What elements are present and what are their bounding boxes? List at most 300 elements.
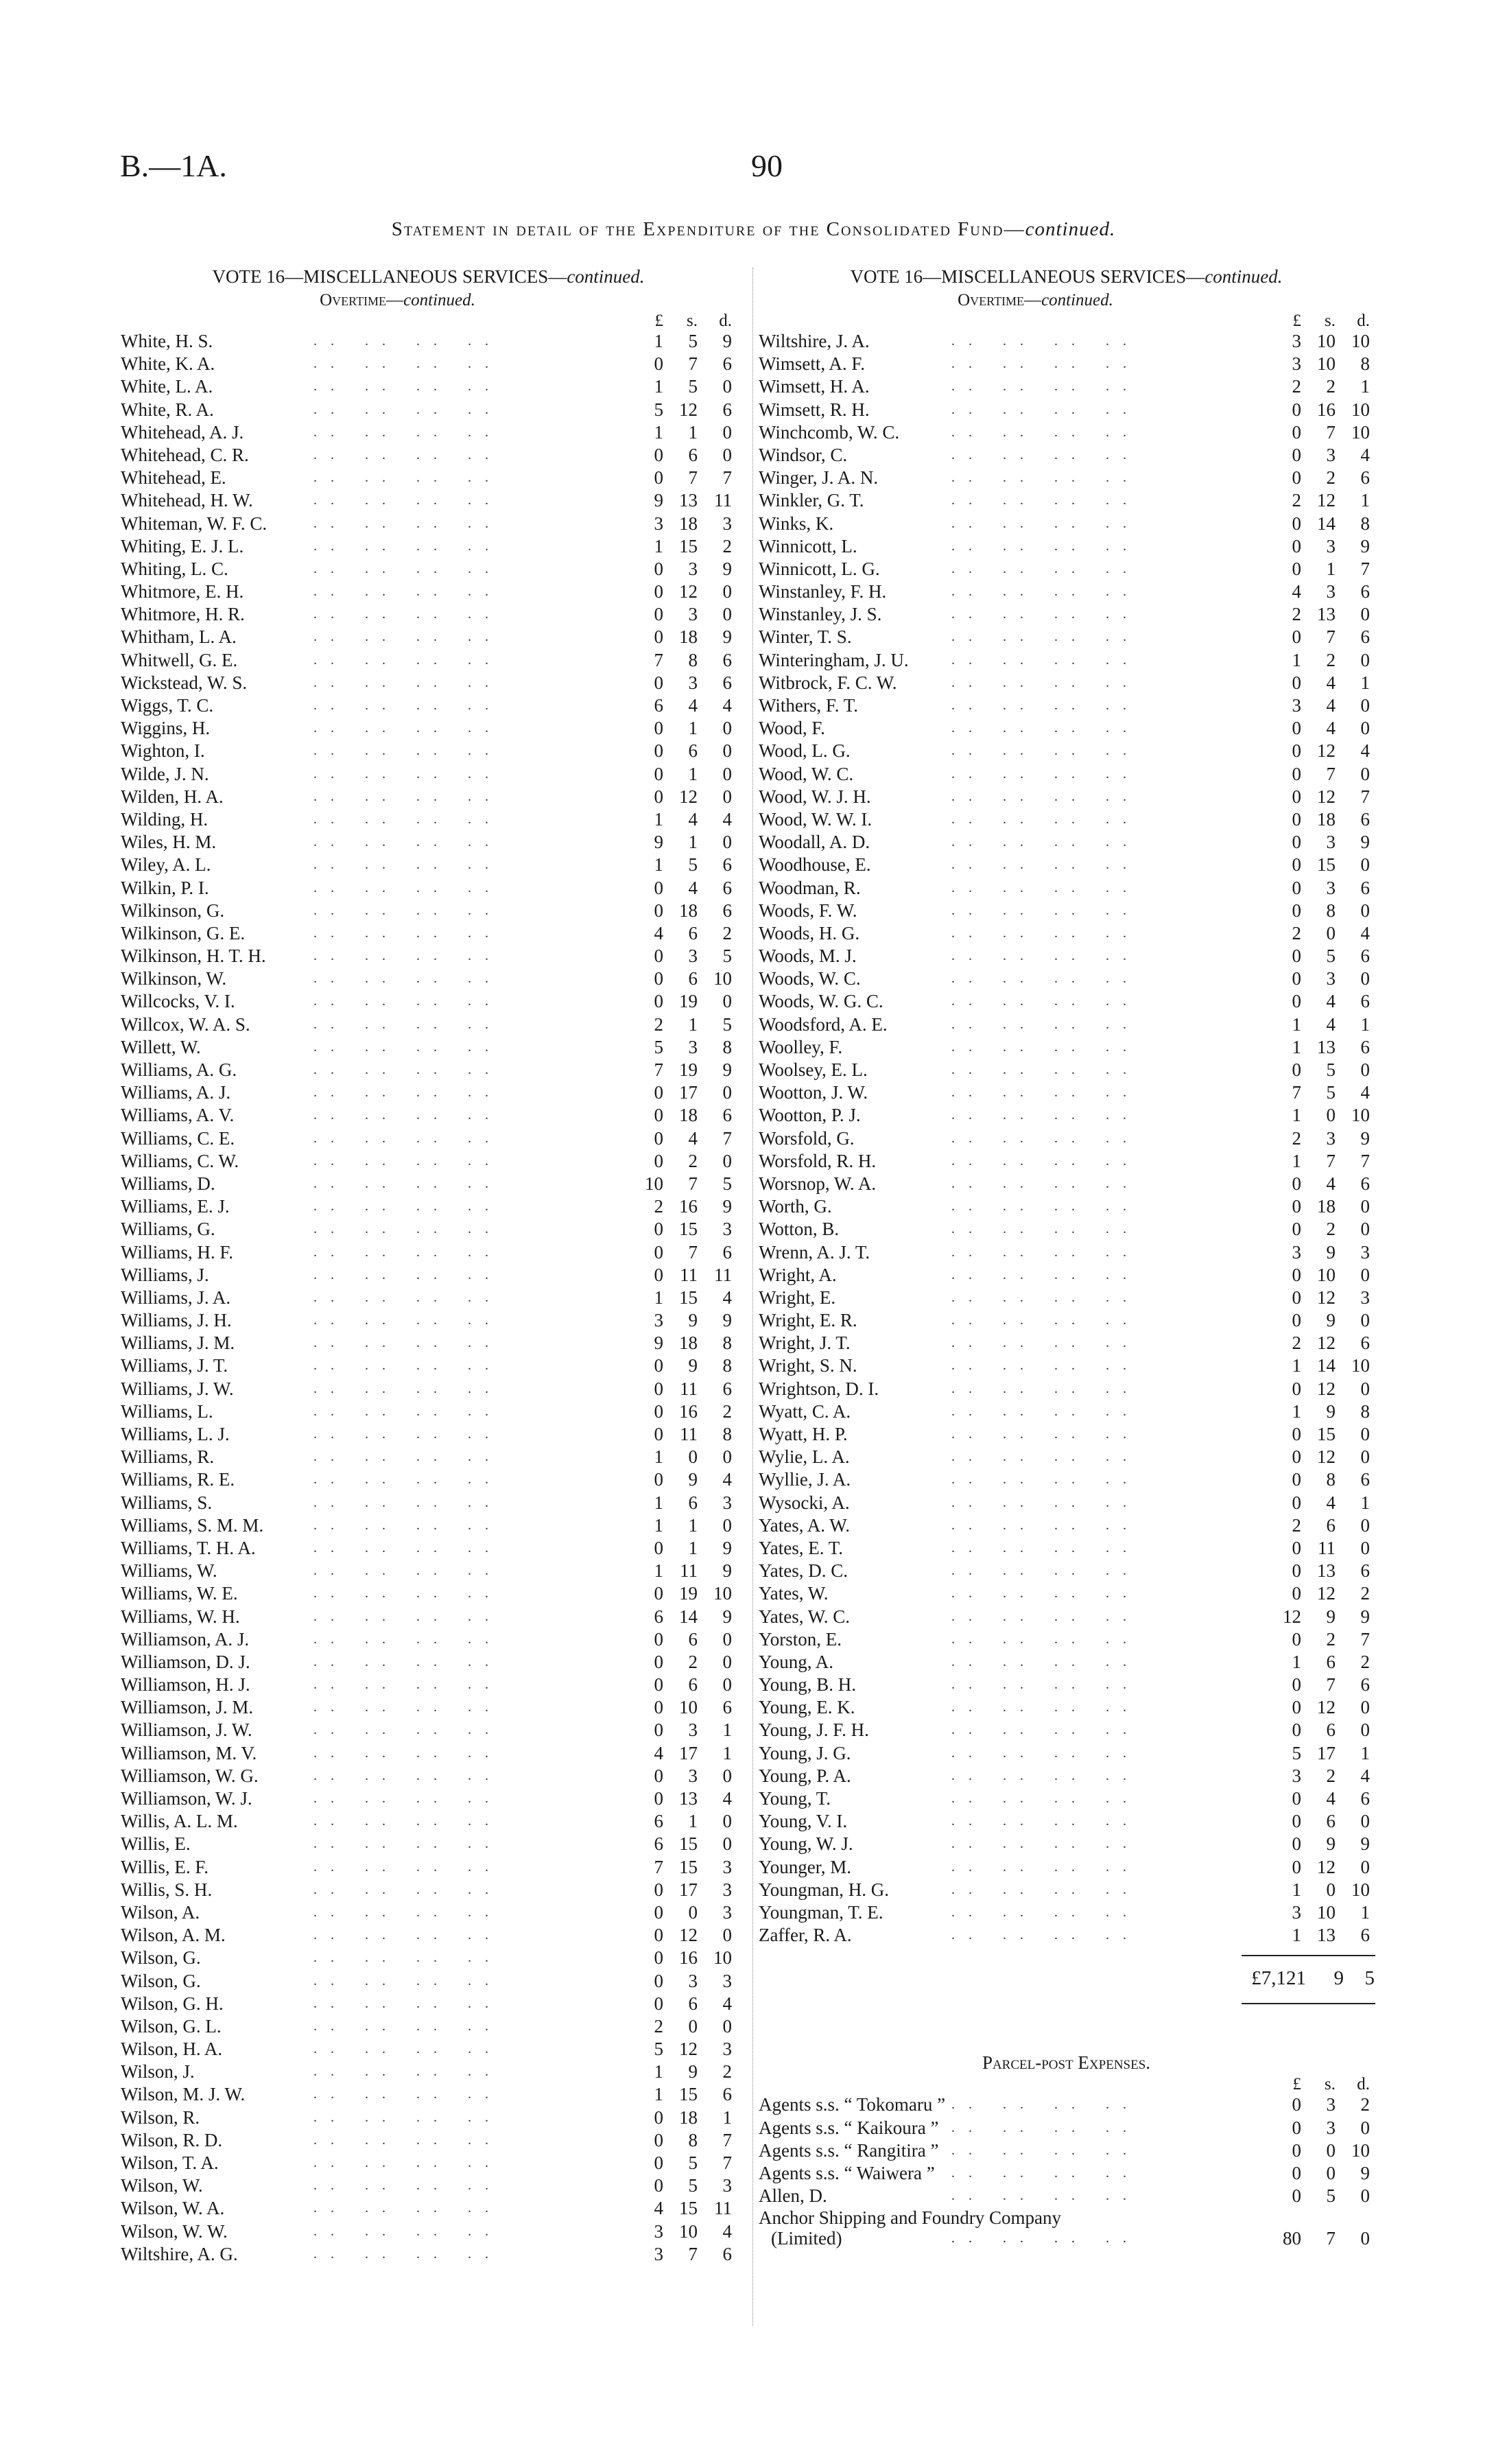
payee-name: Williams, R. E. [121, 1469, 235, 1490]
leader-dots: .. .. .. .. [313, 948, 502, 964]
amount-pence: 5 [722, 1013, 732, 1035]
list-item [756, 1765, 1377, 1787]
payee-name: Wilson, R. [121, 2107, 200, 2128]
amount-shillings: 3 [1326, 877, 1336, 898]
payee-name: Williams, C. W. [121, 1150, 239, 1171]
payee-name: Youngman, H. G. [759, 1879, 890, 1900]
amount-pounds: 0 [654, 763, 663, 784]
leader-dots: .. .. .. .. [313, 2178, 502, 2194]
list-item [118, 1924, 739, 1947]
amount-pounds: 80 [1283, 2228, 1301, 2249]
amount-pence: 1 [1360, 1901, 1370, 1923]
leader-dots: .. .. .. .. [951, 561, 1140, 576]
payee-name: White, L. A. [121, 376, 213, 397]
amount-shillings: 7 [688, 467, 698, 489]
amount-pence: 0 [722, 1446, 732, 1468]
amount-shillings: 6 [1326, 1720, 1336, 1741]
amount-shillings: 6 [688, 1993, 698, 2014]
list-item [756, 1582, 1377, 1605]
amount-pounds: 2 [654, 1196, 663, 1217]
payee-name: Yates, E. T. [759, 1537, 844, 1558]
amount-pence: 9 [1360, 1606, 1370, 1627]
amount-pounds: 6 [654, 1606, 663, 1627]
amount-pence: 4 [1360, 444, 1370, 465]
amount-shillings: 5 [1326, 946, 1336, 967]
list-item [756, 1468, 1377, 1491]
list-item [118, 353, 739, 375]
amount-pounds: 7 [654, 1059, 663, 1080]
amount-shillings: 5 [688, 2175, 698, 2196]
amount-shillings: 3 [1326, 968, 1336, 989]
amount-pounds: 5 [1292, 1742, 1301, 1763]
leader-dots: .. .. .. .. [951, 2142, 1140, 2158]
list-item [118, 1901, 739, 1924]
payee-name: Wright, S. N. [759, 1355, 857, 1376]
leader-dots: .. .. .. .. [951, 834, 1140, 850]
amount-pence: 9 [722, 558, 732, 579]
leader-dots: .. .. .. .. [951, 1244, 1140, 1260]
payee-name: Wysocki, A. [759, 1492, 850, 1513]
amount-pence: 0 [722, 1811, 732, 1832]
amount-pence: 4 [1360, 740, 1370, 762]
list-item [118, 1150, 739, 1173]
payee-name: Willcox, W. A. S. [121, 1013, 250, 1035]
leader-dots: .. .. .. .. [951, 1313, 1140, 1328]
leader-dots: .. .. .. .. [313, 811, 502, 827]
amount-pounds: 0 [654, 1241, 663, 1263]
list-item [118, 1468, 739, 1491]
amount-pounds: 0 [654, 1264, 663, 1285]
amount-pounds: 0 [1292, 1720, 1301, 1741]
amount-pounds: 0 [654, 467, 663, 489]
list-item [756, 740, 1377, 762]
amount-pounds: 0 [1292, 1310, 1301, 1331]
list-item [118, 1400, 739, 1423]
list-item [756, 786, 1377, 808]
list-item [756, 900, 1377, 922]
payee-name: Wright, J. T. [759, 1333, 851, 1354]
payee-name: Wood, W. J. H. [759, 786, 871, 807]
list-item [118, 2015, 739, 2038]
amount-shillings: 7 [1326, 1674, 1336, 1696]
amount-pounds: 0 [654, 1993, 663, 2014]
amount-pounds: 0 [654, 1970, 663, 1991]
payee-name: Youngman, T. E. [759, 1901, 883, 1923]
amount-pence: 9 [1360, 2162, 1370, 2183]
leader-dots: .. .. .. .. [313, 2201, 502, 2216]
list-item [756, 649, 1377, 672]
amount-pence: 9 [722, 1196, 732, 1217]
list-item [756, 1606, 1377, 1628]
list-item [756, 1332, 1377, 1354]
payee-name: Woolsey, E. L. [759, 1059, 868, 1080]
list-item [756, 2139, 1377, 2162]
list-item [118, 763, 739, 786]
amount-shillings: 12 [1317, 1287, 1336, 1308]
leader-dots: .. .. .. .. [951, 1881, 1140, 1897]
amount-pounds: 0 [1292, 399, 1301, 420]
amount-pounds: 0 [1292, 626, 1301, 648]
amount-pounds: 0 [1292, 1219, 1301, 1240]
amount-pence: 0 [1360, 2185, 1370, 2207]
amount-pence: 7 [722, 2129, 732, 2150]
expenditure-list [118, 330, 739, 2266]
payee-name: Willis, A. L. M. [121, 1811, 238, 1832]
amount-shillings: 3 [688, 672, 698, 693]
list-item [756, 1423, 1377, 1446]
list-item [756, 2162, 1377, 2185]
amount-pence: 8 [1360, 1400, 1370, 1422]
amount-pence: 6 [722, 1241, 732, 1263]
payee-name: Wood, W. C. [759, 763, 854, 784]
amount-shillings: 2 [1326, 467, 1336, 489]
amount-pence: 10 [713, 1947, 732, 1969]
amount-pounds: 3 [1292, 1241, 1301, 1263]
payee-name: Wimsett, R. H. [759, 399, 870, 420]
amount-pounds: 0 [654, 1947, 663, 1969]
list-item [756, 1696, 1377, 1719]
list-item [756, 694, 1377, 717]
amount-pounds: 0 [654, 877, 663, 898]
payee-name: Willis, E. F. [121, 1856, 209, 1877]
list-item [118, 535, 739, 558]
amount-pence: 6 [722, 1105, 732, 1126]
amount-pounds: 0 [1292, 1537, 1301, 1558]
left-column [118, 264, 739, 2266]
leader-dots: .. .. .. .. [951, 493, 1140, 508]
payee-name: Wimsett, H. A. [759, 376, 870, 397]
amount-pence: 2 [722, 1400, 732, 1422]
amount-pence: 2 [722, 2061, 732, 2082]
list-item [118, 1742, 739, 1765]
amount-shillings: 5 [1326, 2185, 1336, 2207]
amount-shillings: 17 [679, 1082, 698, 1103]
leader-dots: .. .. .. .. [313, 1107, 502, 1123]
leader-dots: .. .. .. .. [951, 788, 1140, 804]
payee-name: Woodhouse, E. [759, 854, 871, 876]
total-rule-top [1242, 1955, 1375, 1956]
amount-shillings: 10 [1317, 331, 1336, 351]
amount-pence: 3 [722, 1856, 732, 1877]
payee-name: Wrenn, A. J. T. [759, 1241, 870, 1263]
amount-shillings: 13 [1317, 1036, 1336, 1057]
list-item [118, 1765, 739, 1787]
leader-dots: .. .. .. .. [313, 2041, 502, 2057]
amount-shillings: 4 [1326, 1013, 1336, 1035]
amount-pence: 6 [1360, 1469, 1370, 1490]
leader-dots: .. .. .. .. [951, 652, 1140, 668]
amount-shillings: 4 [1326, 1173, 1336, 1194]
amount-pence: 6 [1360, 1788, 1370, 1809]
amount-shillings: 17 [679, 1742, 698, 1763]
parcel-post-title: Parcel-post Expenses. [982, 2052, 1151, 2074]
amount-pounds: 2 [1292, 376, 1301, 397]
payee-name: Whitehead, E. [121, 467, 226, 489]
list-item [118, 1696, 739, 1719]
amount-pounds: 5 [654, 2039, 663, 2060]
amount-shillings: 6 [688, 1492, 698, 1513]
amount-shillings: 0 [1326, 922, 1336, 943]
payee-name: Williamson, D. J. [121, 1651, 250, 1672]
list-item [118, 513, 739, 535]
amount-pounds: 0 [654, 1674, 663, 1696]
amount-pounds: 0 [1292, 2139, 1301, 2161]
leader-dots: .. .. .. .. [313, 1950, 502, 1966]
amount-shillings: 7 [1326, 763, 1336, 784]
leader-dots: .. .. .. .. [313, 1199, 502, 1215]
amount-shillings: 9 [688, 1355, 698, 1376]
payee-name: Wilkin, P. I. [121, 877, 209, 898]
list-item [118, 603, 739, 626]
payee-name: Worsfold, R. H. [759, 1150, 877, 1171]
amount-shillings: 15 [679, 2084, 698, 2105]
amount-pence: 6 [722, 1378, 732, 1399]
list-item [756, 467, 1377, 489]
amount-pounds: 1 [654, 1287, 663, 1308]
amount-pounds: 1 [1292, 1651, 1301, 1672]
list-item [118, 2152, 739, 2174]
amount-shillings: 8 [688, 2129, 698, 2150]
payee-name: Whitham, L. A. [121, 626, 237, 648]
amount-pounds: 0 [654, 1400, 663, 1422]
leader-dots: .. .. .. .. [951, 1631, 1140, 1647]
amount-pence: 11 [714, 1264, 732, 1285]
amount-pence: 0 [722, 581, 732, 602]
amount-pounds: 1 [1292, 649, 1301, 670]
amount-shillings: 12 [1317, 490, 1336, 511]
amount-pence: 5 [722, 946, 732, 967]
amount-pounds: 0 [1292, 1583, 1301, 1604]
amount-shillings: 10 [1317, 353, 1336, 375]
amount-shillings: 0 [688, 1901, 698, 1923]
list-item [756, 1674, 1377, 1696]
amount-shillings: 14 [1317, 513, 1336, 534]
list-item [118, 2061, 739, 2083]
leader-dots: .. .. .. .. [313, 1427, 502, 1442]
payee-name: Wilson, A. M. [121, 1925, 226, 1946]
amount-pounds: 3 [654, 2220, 663, 2242]
amount-pence: 0 [1360, 1219, 1370, 1240]
payee-name: Witbrock, F. C. W. [759, 672, 897, 693]
list-item [756, 1059, 1377, 1081]
amount-shillings: 3 [688, 1765, 698, 1786]
amount-pence: 6 [1360, 1674, 1370, 1696]
leader-dots: .. .. .. .. [313, 1654, 502, 1669]
leader-dots: .. .. .. .. [313, 1403, 502, 1419]
amount-pence: 0 [722, 1150, 732, 1171]
list-item [118, 1582, 739, 1605]
amount-pounds: 0 [654, 1219, 663, 1240]
amount-pounds: 0 [654, 991, 663, 1012]
leader-dots: .. .. .. .. [313, 925, 502, 941]
leader-dots: .. .. .. .. [313, 447, 502, 462]
leader-dots: .. .. .. .. [313, 1540, 502, 1556]
amount-pounds: 0 [654, 1697, 663, 1718]
list-item [756, 1514, 1377, 1537]
list-item [756, 763, 1377, 786]
leader-dots: .. .. .. .. [951, 356, 1140, 372]
list-item [118, 877, 739, 900]
payee-name: Williamson, H. J. [121, 1674, 250, 1696]
amount-shillings: 12 [1317, 1583, 1336, 1604]
amount-shillings: 5 [688, 2152, 698, 2173]
payee-name: Wilson, G. [121, 1970, 201, 1991]
leader-dots: .. .. .. .. [313, 857, 502, 873]
amount-shillings: 6 [1326, 1651, 1336, 1672]
leader-dots: .. .. .. .. [313, 720, 502, 736]
payee-name: Wyatt, H. P. [759, 1424, 848, 1444]
payee-name: Young, P. A. [759, 1765, 851, 1786]
list-item [118, 1560, 739, 1582]
amount-pence: 2 [722, 922, 732, 943]
amount-pounds: 1 [1292, 1355, 1301, 1376]
vote-title: VOTE 16—MISCELLANEOUS SERVICES—continued. [850, 266, 1283, 287]
list-item [756, 1856, 1377, 1879]
amount-pence: 3 [722, 1219, 732, 1240]
amount-shillings: 3 [688, 1720, 698, 1741]
list-item [756, 831, 1377, 854]
payee-name: Williams, A. G. [121, 1059, 237, 1080]
amount-pence: 0 [1360, 1196, 1370, 1217]
list-item [118, 1081, 739, 1104]
amount-pence: 7 [722, 467, 732, 489]
amount-pence: 0 [722, 1651, 732, 1672]
list-item [118, 1492, 739, 1514]
payee-name: Wimsett, A. F. [759, 353, 866, 375]
amount-shillings: 7 [1326, 421, 1336, 443]
amount-pence: 9 [722, 331, 732, 351]
payee-name: Wiltshire, A. G. [121, 2243, 238, 2264]
amount-shillings: 9 [1326, 1310, 1336, 1331]
amount-pounds: 0 [654, 626, 663, 648]
amount-pence: 0 [722, 832, 732, 853]
list-item [756, 1742, 1377, 1765]
payee-name: Williams, S. M. M. [121, 1514, 264, 1536]
payee-name: Wilson, J. [121, 2061, 195, 2082]
payee-name: Williams, J. W. [121, 1378, 234, 1399]
amount-shillings: 9 [1326, 1241, 1336, 1263]
list-item [118, 580, 739, 603]
leader-dots: .. .. .. .. [313, 1995, 502, 2011]
amount-pence: 0 [722, 1674, 732, 1696]
amount-pence: 7 [722, 2152, 732, 2173]
payee-name: Williams, C. E. [121, 1127, 235, 1149]
amount-pence: 4 [1360, 1082, 1370, 1103]
pence-header: d. [719, 312, 732, 330]
payee-name: Wilde, J. N. [121, 763, 209, 784]
payee-name: Wilson, W. [121, 2175, 203, 2196]
list-item [118, 1127, 739, 1150]
list-item [118, 808, 739, 831]
leader-dots: .. .. .. .. [313, 1677, 502, 1693]
list-item [756, 1195, 1377, 1218]
leader-dots: .. .. .. .. [951, 994, 1140, 1009]
amount-pence: 11 [714, 490, 732, 511]
leader-dots: .. .. .. .. [313, 1289, 502, 1305]
leader-dots: .. .. .. .. [951, 1335, 1140, 1351]
payee-name: Winchcomb, W. C. [759, 421, 900, 443]
amount-pence: 10 [1351, 421, 1370, 443]
amount-pence: 1 [722, 1720, 732, 1741]
amount-pence: 3 [722, 513, 732, 534]
list-item [118, 1651, 739, 1674]
leader-dots: .. .. .. .. [951, 1791, 1140, 1806]
payee-name: Williams, T. H. A. [121, 1537, 256, 1558]
payee-name: Woodall, A. D. [759, 832, 870, 853]
amount-pence: 9 [722, 1560, 732, 1582]
amount-shillings: 9 [1326, 1833, 1336, 1855]
list-item [756, 1354, 1377, 1377]
shillings-header: s. [687, 312, 698, 330]
amount-shillings: 15 [679, 2198, 698, 2219]
amount-pence: 0 [1360, 1856, 1370, 1877]
amount-shillings: 3 [688, 604, 698, 625]
list-item [118, 717, 739, 740]
amount-shillings: 15 [679, 1287, 698, 1308]
pounds-header: £ [1292, 312, 1301, 330]
amount-shillings: 6 [688, 1628, 698, 1650]
amount-pounds: 3 [1292, 1901, 1301, 1923]
amount-pounds: 0 [1292, 1833, 1301, 1855]
amount-pounds: 0 [1292, 1788, 1301, 1809]
amount-pounds: 5 [654, 1036, 663, 1057]
list-item [118, 2038, 739, 2061]
amount-pounds: 0 [1292, 808, 1301, 830]
list-item [118, 1354, 739, 1377]
list-item [756, 990, 1377, 1013]
list-item [118, 2174, 739, 2197]
leader-dots: .. .. .. .. [951, 379, 1140, 395]
amount-shillings: 16 [679, 1196, 698, 1217]
amount-pounds: 0 [1292, 900, 1301, 921]
amount-shillings: 5 [1326, 1082, 1336, 1103]
leader-dots: .. .. .. .. [951, 971, 1140, 987]
leader-dots: .. .. .. .. [951, 2120, 1140, 2135]
amount-pounds: 2 [1292, 922, 1301, 943]
amount-shillings: 15 [1317, 854, 1336, 876]
leader-dots: .. .. .. .. [313, 834, 502, 850]
list-item [118, 1856, 739, 1879]
leader-dots: .. .. .. .. [313, 1631, 502, 1647]
amount-pence: 0 [1360, 2117, 1370, 2138]
list-item [118, 649, 739, 672]
amount-pence: 2 [1360, 1583, 1370, 1604]
amount-pence: 2 [722, 535, 732, 556]
statement-title: Statement in detail of the Expenditure of the Consolidated Fund—continued. [391, 218, 1116, 240]
amount-pence: 8 [1360, 353, 1370, 375]
amount-shillings: 16 [679, 1947, 698, 1969]
section-title: Overtime—continued. [958, 291, 1113, 309]
amount-shillings: 2 [1326, 1628, 1336, 1650]
amount-pence: 1 [1360, 1013, 1370, 1035]
payee-name: Agents s.s. “ Tokomaru ” [759, 2094, 946, 2115]
amount-pence: 0 [1360, 649, 1370, 670]
amount-shillings: 4 [688, 695, 698, 716]
list-item [756, 922, 1377, 945]
amount-pounds: 6 [654, 695, 663, 716]
amount-pounds: 1 [654, 2084, 663, 2105]
amount-pounds: 0 [654, 1082, 663, 1103]
amount-shillings: 13 [1317, 604, 1336, 625]
amount-pence: 7 [1360, 1150, 1370, 1171]
list-item [118, 1810, 739, 1833]
amount-pounds: 2 [1292, 1514, 1301, 1536]
payee-name: Whiting, E. J. L. [121, 535, 244, 556]
leader-dots: .. .. .. .. [951, 1700, 1140, 1715]
amount-shillings: 9 [1326, 1606, 1336, 1627]
leader-dots: .. .. .. .. [313, 880, 502, 895]
amount-pounds: 0 [1292, 968, 1301, 989]
